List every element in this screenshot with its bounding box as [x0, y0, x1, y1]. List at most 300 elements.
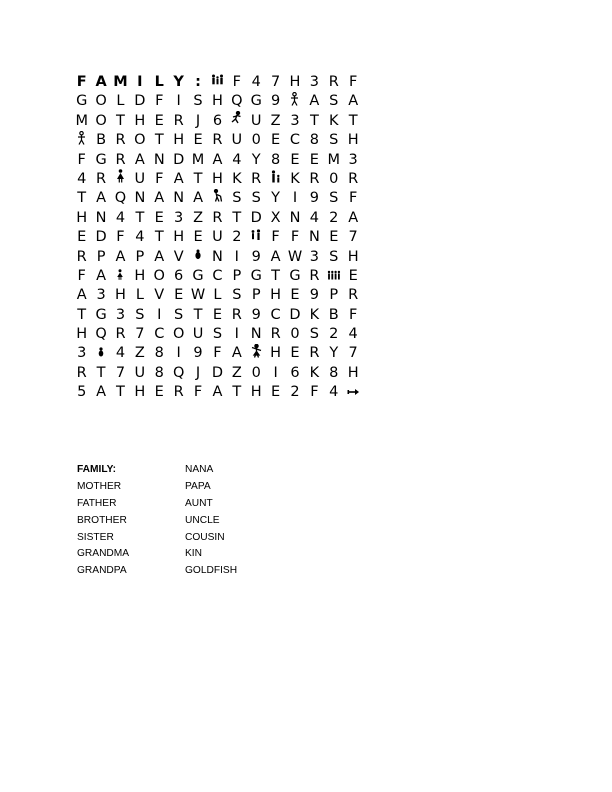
grid-letter: Y	[251, 151, 261, 168]
grid-letter: H	[211, 93, 223, 110]
grid-letter: S	[329, 248, 339, 265]
grid-letter: H	[347, 248, 359, 265]
grid-row	[72, 170, 396, 189]
grid-letter: R	[309, 170, 320, 187]
grid-letter: T	[193, 306, 203, 323]
grid-letter: E	[271, 132, 281, 149]
grid-letter: F	[348, 190, 358, 207]
grid-letter: D	[134, 93, 146, 110]
grid-letter: F	[77, 151, 86, 168]
word-list-item: KIN	[185, 548, 202, 560]
grid-letter: N	[95, 209, 107, 226]
grid-letter: 3	[309, 248, 319, 265]
grid-row	[72, 286, 396, 305]
person-icon	[72, 131, 91, 152]
grid-letter: H	[76, 326, 88, 343]
grid-letter: 4	[115, 345, 126, 362]
grid-letter: Q	[172, 364, 185, 381]
grid-letter: G	[289, 267, 301, 284]
pair-icon	[250, 228, 262, 247]
grid-letter: R	[270, 326, 281, 343]
grid-letter: Q	[231, 93, 243, 110]
parent-child-icon	[266, 170, 285, 190]
grid-letter: N	[153, 151, 165, 168]
grid-letter: A	[173, 170, 184, 187]
grid-letter: A	[76, 287, 87, 304]
grid-letter: N	[134, 190, 146, 207]
grid-letter: R	[76, 364, 87, 381]
grid-letter: T	[309, 112, 319, 129]
grid-letter: P	[251, 287, 261, 304]
grid-letter: F	[310, 384, 319, 401]
grid-letter: R	[76, 248, 87, 265]
family-icon	[211, 73, 224, 92]
grid-letter: C	[270, 306, 281, 323]
grid-row	[72, 189, 396, 208]
grid-letter: E	[348, 267, 358, 284]
grid-letter: 4	[77, 170, 87, 187]
grid-letter: 4	[348, 326, 358, 343]
grid-letter: B	[328, 306, 339, 323]
dancer-icon	[247, 344, 266, 365]
grid-letter: J	[195, 364, 201, 381]
parent-child-icon	[270, 170, 281, 189]
grid-letter: I	[234, 248, 239, 265]
grid-letter: F	[77, 267, 86, 284]
grid-letter: W	[190, 287, 206, 304]
grid-row	[72, 209, 396, 228]
grid-letter: U	[250, 112, 262, 129]
grid-letter: S	[212, 326, 223, 343]
family-icon	[208, 73, 227, 93]
grid-letter: 7	[115, 364, 126, 381]
small-person-icon	[116, 267, 124, 286]
grid-row	[72, 248, 396, 267]
grid-letter: A	[96, 384, 107, 401]
grid-letter: A	[231, 345, 242, 362]
grid-letter: E	[212, 306, 223, 323]
grid-letter: G	[76, 93, 88, 110]
grid-letter: R	[115, 132, 126, 149]
grid-row	[72, 112, 396, 131]
grid-letter: H	[134, 267, 146, 284]
grid-letter: I	[273, 364, 278, 381]
grid-letter: H	[270, 287, 282, 304]
grid-letter: A	[270, 248, 281, 265]
grid-letter: T	[154, 229, 164, 246]
grid-row	[72, 364, 396, 383]
elder-icon	[208, 189, 227, 209]
grid-letter: A	[212, 384, 223, 401]
grid-letter: K	[232, 170, 242, 187]
word-list-item: BROTHER	[77, 514, 127, 526]
grid-letter: S	[329, 93, 339, 110]
grid-letter: F	[76, 74, 87, 90]
grid-row	[72, 383, 396, 402]
grid-letter: R	[173, 112, 184, 129]
grid-letter: D	[173, 151, 185, 168]
grid-letter: D	[211, 364, 224, 381]
grid-letter: T	[116, 112, 125, 129]
runner-icon	[227, 111, 246, 131]
grid-letter: 6	[212, 112, 223, 129]
grid-letter: X	[270, 209, 281, 226]
grid-letter: M	[75, 112, 88, 129]
bug-icon	[194, 247, 202, 266]
grid-letter: Z	[134, 345, 145, 362]
grid-letter: 9	[309, 190, 319, 207]
baby-icon	[97, 344, 105, 363]
grid-letter: M	[191, 151, 205, 168]
grid-letter: E	[77, 229, 87, 246]
person-icon	[290, 92, 299, 112]
grid-letter: S	[232, 190, 242, 207]
grid-letter: E	[290, 345, 300, 362]
grid-letter: A	[134, 151, 145, 168]
word-list-item: COUSIN	[185, 531, 225, 543]
word-list-item: PAPA	[185, 480, 211, 492]
grid-letter: T	[116, 384, 125, 401]
girl-icon	[111, 169, 130, 190]
grid-letter: 7	[348, 229, 358, 246]
group-icon	[324, 267, 343, 287]
grid-letter: R	[173, 384, 184, 401]
word-list-item: MOTHER	[77, 480, 122, 492]
grid-letter: 9	[309, 287, 319, 304]
grid-letter: L	[135, 287, 144, 304]
grid-letter: T	[271, 267, 281, 284]
grid-letter: T	[154, 132, 164, 149]
grid-letter: L	[116, 93, 125, 110]
grid-letter: O	[153, 267, 165, 284]
grid-letter: U	[134, 364, 146, 381]
grid-letter: R	[348, 170, 359, 187]
grid-letter: 2	[232, 229, 242, 246]
word-search-grid	[72, 73, 396, 403]
grid-letter: C	[289, 132, 301, 149]
pair-icon	[247, 228, 266, 248]
grid-letter: N	[250, 326, 262, 343]
grid-letter: I	[234, 326, 239, 343]
grid-letter: 4	[135, 229, 145, 246]
grid-letter: F	[155, 93, 164, 110]
grid-letter: 5	[77, 384, 87, 401]
grid-letter: G	[95, 306, 107, 323]
grid-letter: E	[174, 287, 184, 304]
grid-letter: T	[77, 306, 87, 323]
grid-letter: 3	[174, 209, 184, 226]
grid-letter: G	[95, 151, 107, 168]
grid-letter: E	[154, 112, 164, 129]
grid-letter: A	[212, 151, 223, 168]
grid-letter: O	[172, 326, 185, 343]
grid-letter: I	[176, 345, 181, 362]
grid-letter: K	[309, 364, 320, 381]
grid-row	[72, 306, 396, 325]
grid-row	[72, 267, 396, 286]
grid-letter: H	[134, 112, 146, 129]
grid-letter: Q	[95, 326, 107, 343]
grid-letter: I	[176, 93, 181, 110]
grid-letter: 6	[290, 364, 300, 381]
grid-letter: R	[212, 132, 223, 149]
grid-letter: S	[329, 132, 339, 149]
grid-letter: M	[113, 74, 128, 90]
word-list-item: UNCLE	[185, 514, 220, 526]
grid-letter: I	[137, 74, 143, 90]
grid-row	[72, 151, 396, 170]
grid-letter: A	[348, 93, 359, 110]
grid-letter: K	[309, 306, 320, 323]
grid-letter: S	[135, 306, 145, 323]
grid-letter: H	[347, 364, 359, 381]
grid-letter: R	[115, 151, 126, 168]
grid-letter: 0	[329, 170, 339, 187]
grid-letter: Z	[193, 209, 203, 226]
grid-letter: F	[193, 384, 203, 401]
grid-letter: :	[195, 74, 201, 90]
grid-letter: 4	[115, 209, 126, 226]
grid-letter: S	[193, 93, 203, 110]
bug-icon	[188, 247, 207, 267]
grid-row	[72, 325, 396, 344]
grid-row	[72, 73, 396, 92]
grid-letter: A	[154, 190, 165, 207]
grid-letter: 3	[96, 287, 106, 304]
grid-letter: R	[328, 74, 339, 90]
grid-letter: 8	[270, 151, 281, 168]
grid-letter: U	[231, 132, 243, 149]
grid-letter: C	[154, 326, 165, 343]
grid-letter: U	[192, 326, 204, 343]
grid-letter: H	[173, 132, 185, 149]
grid-letter: L	[213, 287, 222, 304]
grid-letter: H	[134, 384, 146, 401]
grid-letter: P	[329, 287, 339, 304]
grid-letter: N	[289, 209, 301, 226]
grid-letter: W	[287, 248, 303, 265]
grid-letter: E	[290, 151, 300, 168]
grid-letter: R	[96, 170, 107, 187]
grid-letter: I	[157, 306, 162, 323]
grid-letter: H	[211, 170, 223, 187]
dancer-icon	[251, 344, 262, 364]
grid-letter: A	[348, 209, 359, 226]
grid-letter: F	[271, 229, 280, 246]
grid-letter: A	[309, 93, 320, 110]
grid-letter: G	[250, 93, 262, 110]
word-list-item: GOLDFISH	[185, 565, 238, 577]
grid-letter: R	[309, 267, 320, 284]
word-list-item: FATHER	[77, 497, 117, 509]
grid-letter: S	[251, 190, 261, 207]
grid-letter: I	[292, 190, 298, 207]
grid-letter: T	[348, 112, 358, 129]
grid-letter: V	[154, 287, 165, 304]
grid-letter: E	[290, 287, 300, 304]
grid-letter: 7	[135, 326, 145, 343]
grid-letter: O	[134, 132, 146, 149]
grid-letter: E	[154, 209, 164, 226]
grid-letter: Z	[270, 112, 281, 129]
grid-letter: 8	[154, 364, 164, 381]
grid-letter: H	[115, 287, 126, 304]
grid-letter: F	[348, 74, 358, 90]
grid-letter: T	[96, 364, 106, 381]
grid-letter: P	[96, 248, 106, 265]
word-list-heading: FAMILY:	[77, 464, 117, 475]
grid-letter: E	[271, 384, 281, 401]
grid-letter: 3	[309, 74, 319, 90]
grid-letter: L	[154, 74, 164, 90]
grid-letter: 0	[251, 364, 261, 381]
group-icon	[327, 267, 341, 286]
grid-letter: G	[192, 267, 204, 284]
grid-letter: P	[232, 267, 242, 284]
runner-icon	[231, 111, 242, 130]
grid-letter: A	[95, 74, 107, 90]
grid-letter: H	[76, 209, 88, 226]
word-list-column-1	[77, 462, 197, 580]
grid-letter: K	[290, 170, 300, 187]
grid-letter: S	[329, 190, 339, 207]
grid-letter: B	[96, 132, 107, 149]
grid-row	[72, 131, 396, 150]
girl-icon	[116, 169, 125, 189]
person-icon	[285, 92, 304, 113]
grid-letter: 8	[329, 364, 339, 381]
grid-letter: 3	[290, 112, 300, 129]
grid-letter: Y	[271, 190, 281, 207]
grid-letter: 2	[329, 326, 339, 343]
grid-letter: 8	[154, 345, 164, 362]
grid-letter: F	[116, 229, 125, 246]
grid-letter: 9	[270, 93, 281, 110]
grid-letter: M	[327, 151, 341, 168]
grid-letter: T	[77, 190, 87, 207]
grid-letter: N	[308, 229, 320, 246]
grid-letter: D	[95, 229, 107, 246]
grid-letter: A	[115, 248, 126, 265]
grid-letter: F	[348, 306, 358, 323]
grid-letter: N	[212, 248, 223, 265]
grid-letter: 7	[348, 345, 358, 362]
grid-letter: G	[250, 267, 262, 284]
grid-letter: D	[289, 306, 301, 323]
grid-letter: S	[232, 287, 242, 304]
grid-letter: K	[329, 112, 339, 129]
grid-letter: 6	[174, 267, 184, 284]
grid-letter: 7	[270, 74, 281, 90]
grid-letter: 4	[309, 209, 319, 226]
grid-letter: 4	[251, 74, 261, 90]
grid-letter: T	[232, 384, 242, 401]
grid-letter: Z	[231, 364, 242, 381]
word-list-item: GRANDPA	[77, 565, 127, 577]
grid-letter: H	[270, 345, 282, 362]
grid-letter: O	[95, 93, 107, 110]
grid-letter: R	[251, 170, 262, 187]
elder-icon	[212, 189, 223, 208]
word-list-item: NANA	[185, 464, 214, 475]
grid-letter: F	[232, 74, 241, 90]
grid-letter: R	[309, 345, 320, 362]
grid-letter: A	[96, 190, 107, 207]
grid-letter: Y	[329, 345, 339, 362]
grid-letter: 4	[329, 384, 339, 401]
grid-letter: H	[250, 384, 262, 401]
grid-letter: 9	[251, 306, 261, 323]
grid-letter: Q	[114, 190, 127, 207]
grid-letter: N	[173, 190, 185, 207]
grid-letter: S	[174, 306, 184, 323]
grid-letter: R	[115, 326, 126, 343]
small-person-icon	[111, 267, 130, 287]
word-list-item: AUNT	[185, 497, 213, 509]
word-list-item: SISTER	[77, 531, 114, 543]
grid-letter: 2	[329, 209, 339, 226]
grid-letter: H	[289, 74, 301, 90]
grid-letter: E	[193, 132, 203, 149]
grid-letter: Y	[173, 74, 184, 90]
grid-letter: 0	[290, 326, 300, 343]
arrow-icon	[343, 383, 362, 403]
grid-letter: H	[173, 229, 185, 246]
grid-letter: 4	[232, 151, 242, 168]
grid-letter: E	[193, 229, 203, 246]
grid-letter: F	[155, 170, 164, 187]
grid-letter: T	[232, 209, 242, 226]
grid-letter: 9	[193, 345, 203, 362]
grid-letter: A	[193, 190, 203, 207]
grid-row	[72, 228, 396, 247]
grid-letter: 8	[309, 132, 319, 149]
grid-letter: U	[134, 170, 146, 187]
grid-letter: T	[135, 209, 145, 226]
grid-letter: H	[347, 132, 359, 149]
grid-letter: 9	[251, 248, 261, 265]
arrow-icon	[347, 383, 359, 402]
grid-row	[72, 344, 396, 363]
grid-letter: P	[135, 248, 145, 265]
grid-letter: A	[96, 267, 107, 284]
grid-letter: 0	[251, 132, 261, 149]
grid-letter: J	[195, 112, 201, 129]
grid-letter: D	[250, 209, 262, 226]
grid-letter: C	[212, 267, 223, 284]
grid-letter: V	[173, 248, 184, 265]
grid-letter: T	[193, 170, 203, 187]
grid-letter: 3	[115, 306, 126, 323]
word-list-item: GRANDMA	[77, 548, 130, 560]
grid-letter: F	[213, 345, 222, 362]
grid-letter: F	[290, 229, 300, 246]
grid-letter: 2	[290, 384, 300, 401]
grid-letter: U	[212, 229, 223, 246]
person-icon	[77, 131, 86, 151]
grid-letter: R	[231, 306, 242, 323]
grid-letter: R	[348, 287, 359, 304]
grid-letter: R	[212, 209, 223, 226]
grid-letter: E	[309, 151, 319, 168]
grid-letter: S	[309, 326, 319, 343]
grid-letter: 3	[77, 345, 87, 362]
word-list-column-2	[185, 462, 305, 580]
grid-letter: A	[154, 248, 165, 265]
grid-letter: 3	[348, 151, 358, 168]
grid-letter: E	[329, 229, 339, 246]
grid-letter: O	[95, 112, 107, 129]
